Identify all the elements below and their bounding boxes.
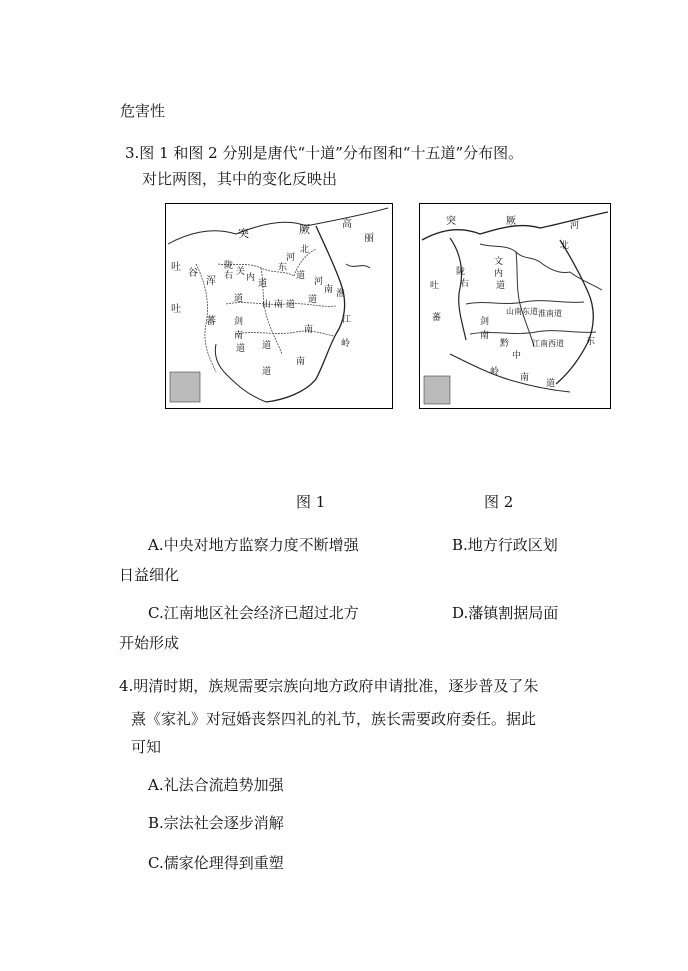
map2-label-jian: 剑	[480, 317, 490, 327]
map1-label-dao3: 道	[286, 300, 296, 310]
map1-label-dao8: 道	[234, 294, 244, 304]
map1-label-jiang: 江	[342, 315, 352, 325]
map1-label-gu: 谷	[188, 268, 198, 279]
map-figure-2	[419, 203, 611, 409]
question4-stem-line2: 熹《家礼》对冠婚丧祭四礼的礼节，族长需要政府委任。据此	[131, 710, 537, 728]
map2-label-zhong: 中	[512, 351, 522, 361]
map2-label-ling: 岭	[490, 367, 500, 377]
map2-label-jue: 厥	[506, 216, 516, 227]
map1-label-tu: 突	[238, 227, 249, 240]
map1-label-nan: 南	[274, 300, 284, 310]
map1-label-dao: 道	[258, 279, 268, 289]
map1-label-bo: 蕃	[206, 316, 216, 327]
map1-label-tu2: 吐	[171, 304, 181, 315]
map2-label-jiangnan-dong: 东	[586, 337, 596, 347]
map1-label-shan: 山	[262, 300, 272, 310]
lead-text: 危害性	[120, 102, 166, 120]
question3-option-d-part1: D.藩镇割据局面	[452, 604, 559, 622]
question3-option-b-part1: B.地方行政区划	[452, 536, 558, 554]
question4-option-c: C.儒家伦理得到重塑	[148, 854, 284, 872]
figure1-caption: 图 1	[296, 493, 326, 511]
map1-label-hun: 浑	[206, 276, 216, 287]
map1-label-huai: 淮	[336, 289, 346, 299]
map2-label-tu2: 吐	[430, 281, 440, 291]
map2-label-wen: 文	[494, 257, 504, 267]
map2-label-nei: 内	[494, 269, 504, 279]
map2-label-dao: 道	[496, 281, 506, 291]
map1-label-nan3: 南	[234, 331, 244, 341]
map2-label-he: 河	[570, 221, 580, 231]
question3-option-d-part2: 开始形成	[119, 634, 180, 652]
map2-label-huainan: 淮南道	[538, 309, 562, 318]
question4-stem-line3: 可知	[131, 738, 162, 756]
question3-option-a: A.中央对地方监察力度不断增强	[148, 536, 359, 554]
question3-option-c: C.江南地区社会经济已超过北方	[148, 604, 359, 622]
question3-stem-line1: 3.图 1 和图 2 分别是唐代“十道”分布图和“十五道”分布图。	[125, 144, 524, 162]
map1-label-he: 河	[286, 253, 296, 263]
map2-label-dao2: 道	[546, 379, 556, 389]
map2-label-bo: 蕃	[432, 313, 442, 323]
map2-label-you: 右	[460, 279, 470, 289]
map1-label-ling: 岭	[341, 339, 351, 349]
map2-label-jiangnan-xi: 江南西道	[532, 339, 564, 348]
map2-label-qian: 黔	[500, 339, 510, 349]
map1-label-li: 丽	[364, 233, 374, 244]
map1-label-nei: 内	[246, 273, 256, 283]
map1-label-nan2: 南	[324, 285, 334, 295]
map1-label-he2: 河	[314, 277, 324, 287]
map1-label-dong: 东	[278, 263, 288, 273]
map1-label-dao6: 道	[262, 341, 272, 351]
map1-label-tu-yu: 吐	[171, 262, 181, 273]
map2-label-nan: 南	[480, 331, 490, 341]
map1-label-bei: 北	[300, 245, 310, 255]
figure2-caption: 图 2	[484, 493, 514, 511]
question4-stem-line1: 4.明清时期，族规需要宗族向地方政府申请批准，逐步普及了朱	[119, 677, 539, 695]
map2-label-bei: 北	[560, 241, 570, 251]
map1-label-jue: 厥	[299, 223, 310, 236]
question3-stem-line2: 对比两图，其中的变化反映出	[142, 170, 338, 188]
map1-label-gao: 高	[342, 219, 352, 230]
map1-label-jian: 剑	[234, 317, 244, 327]
map1-label-long: 陇	[224, 261, 234, 271]
map2-label-shannan: 山南东道	[506, 307, 538, 316]
map1-label-nan4: 南	[304, 325, 314, 335]
map1-label-you: 右	[224, 271, 234, 281]
map2-label-nan2: 南	[520, 373, 530, 383]
map1-label-dao5: 道	[236, 344, 246, 354]
map1-label-dao4: 道	[308, 295, 318, 305]
map1-label-dao7: 道	[262, 367, 272, 377]
question4-option-a: A.礼法合流趋势加强	[148, 776, 284, 794]
map2-label-tu: 突	[446, 216, 456, 227]
map1-label-nan5: 南	[296, 357, 306, 367]
map2-label-long: 陇	[456, 267, 466, 277]
question3-option-b-part2: 日益细化	[119, 566, 180, 584]
question4-option-b: B.宗法社会逐步消解	[148, 814, 284, 832]
map1-label-guan: 关	[236, 267, 246, 277]
map-figure-1	[165, 203, 393, 409]
map1-label-dao2: 道	[296, 271, 306, 281]
